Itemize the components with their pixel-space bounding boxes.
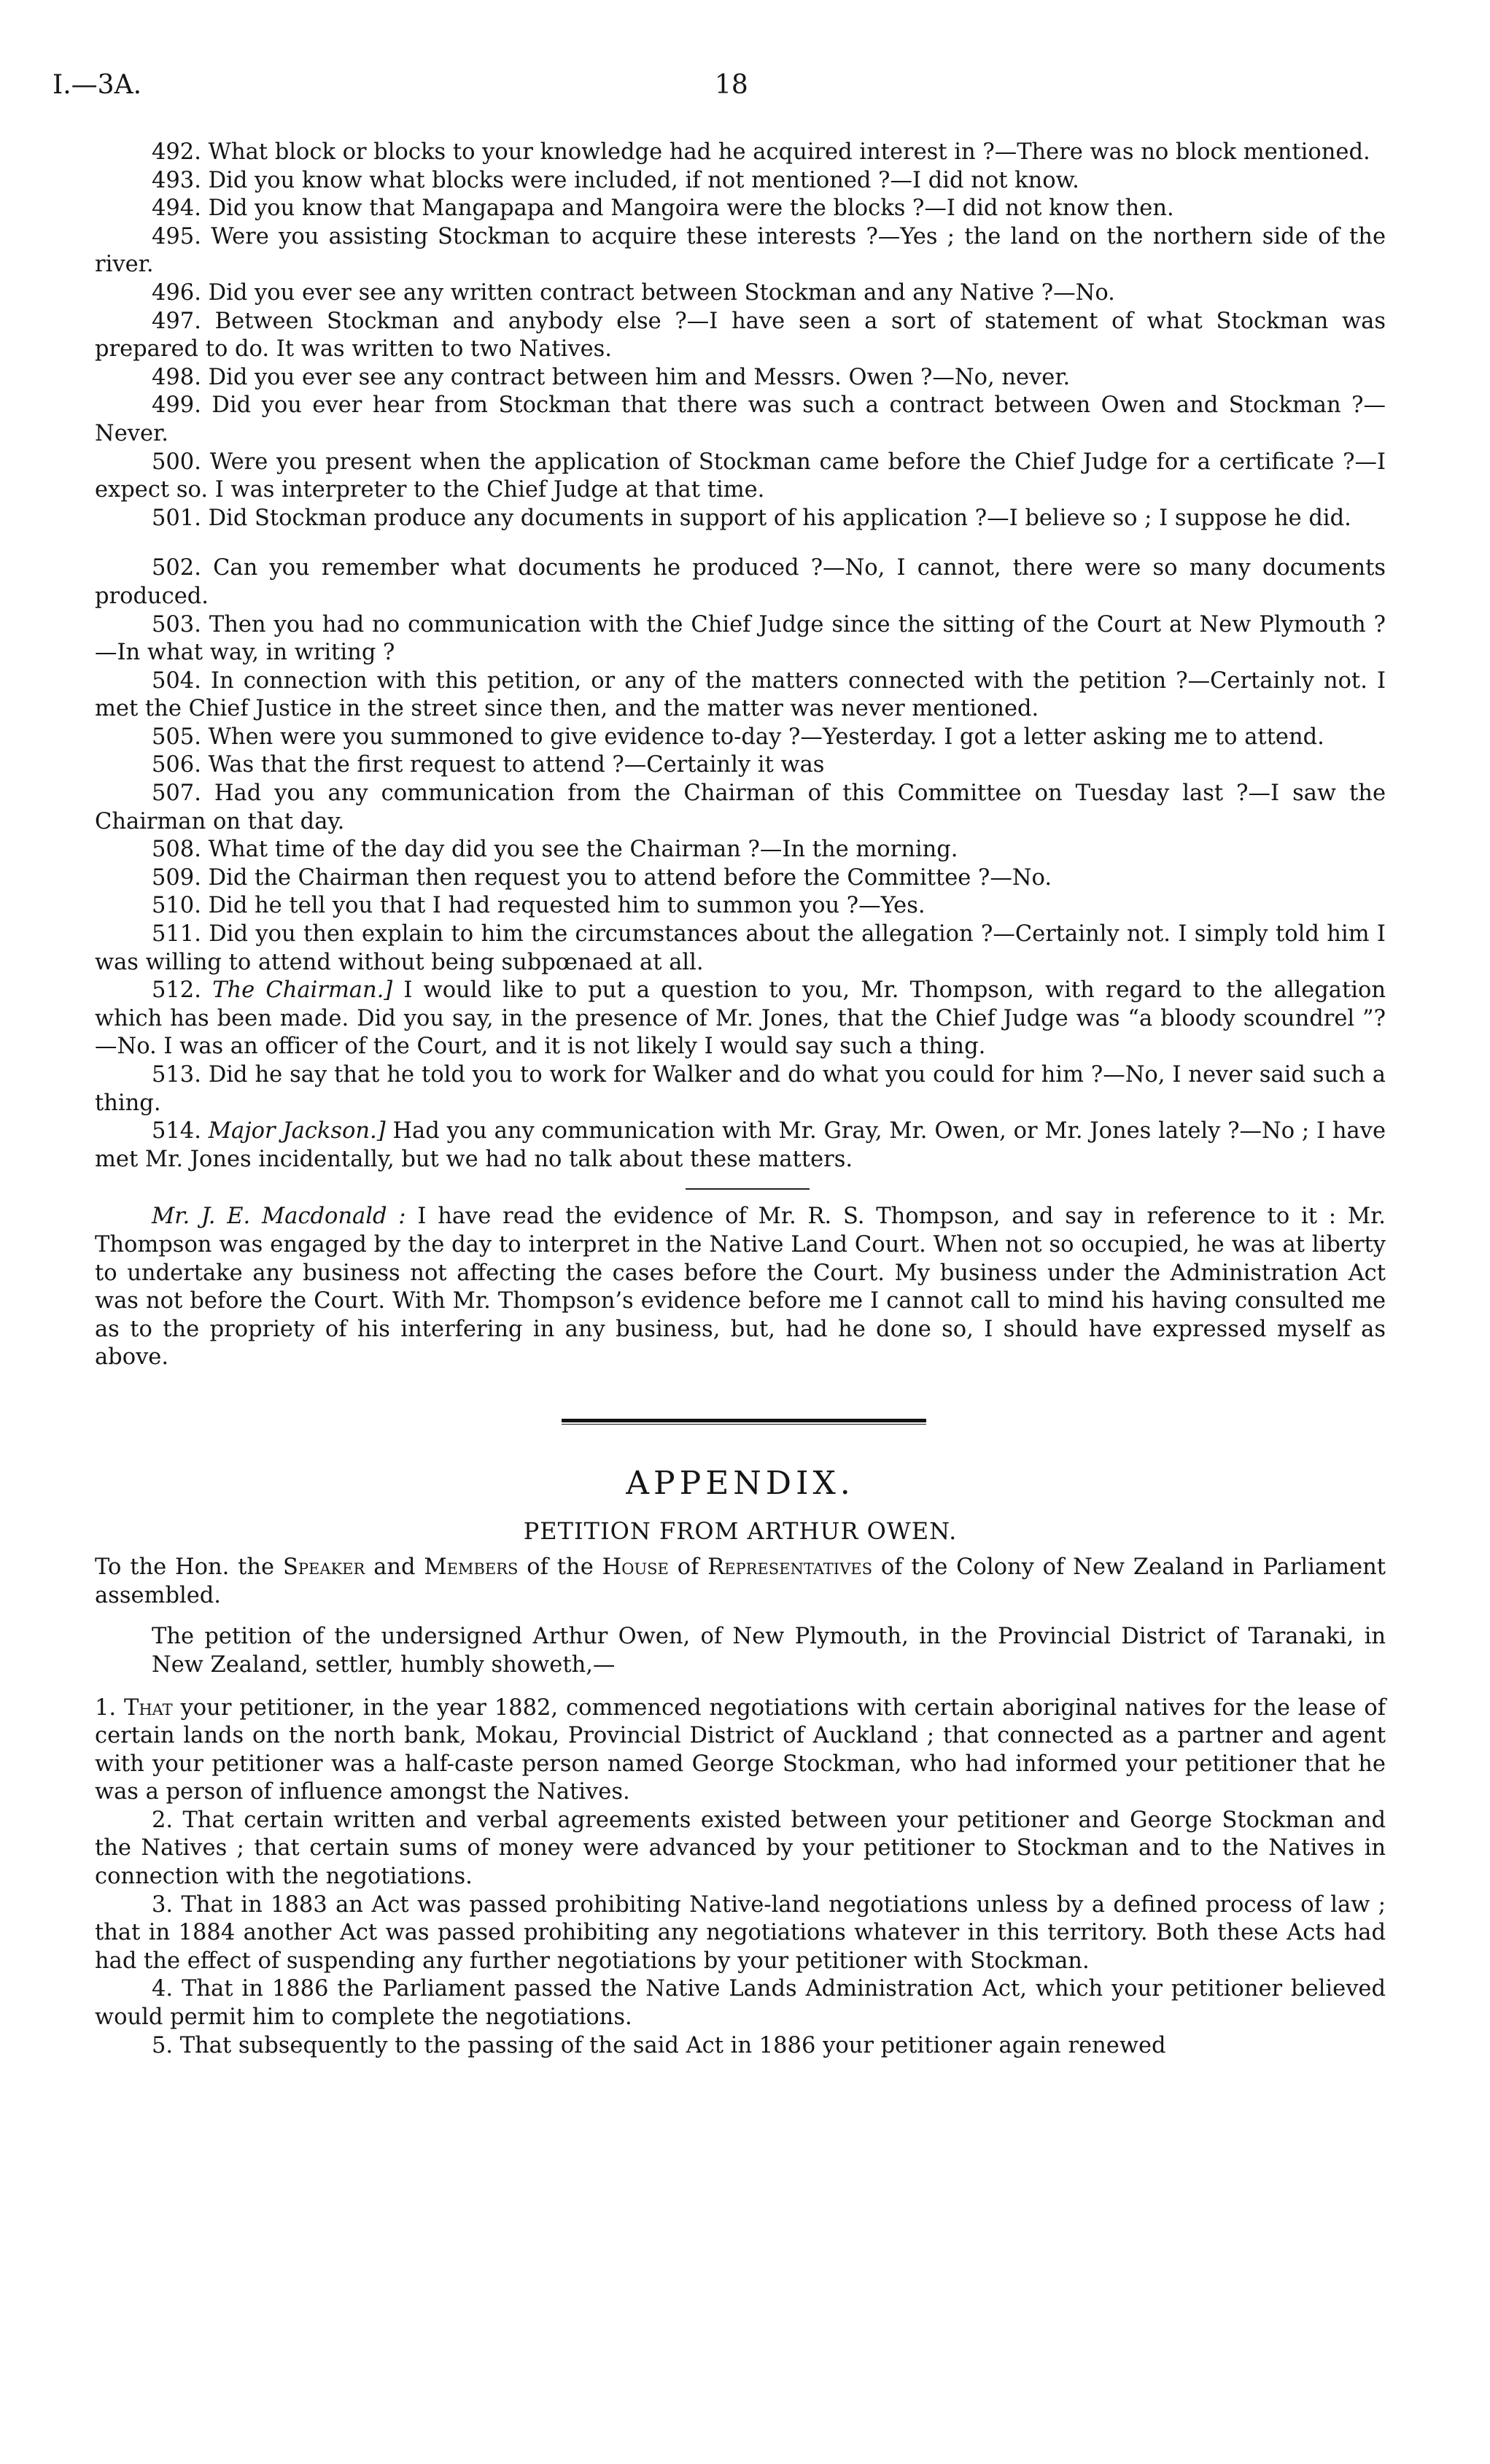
statement-text: I have read the evidence of Mr. R. S. Thompson, and say in reference to it : Mr. Thompson was engaged by the day to interpret in the Native Land Court. When not so occupied, he was at liberty to undertake any business not affecting the cases before the Court. My business under the Administration Act was not before the Court. With Mr. Thompson’s evidence before me I cannot call to mind his having consulted me as to the propriety of his interfering in any business, but, had he done so, I should have expressed myself as above. [95, 1204, 1386, 1371]
evidence-paragraph: 510. Did he tell you that I had requested him to summon you ?—Yes. [152, 893, 926, 919]
evidence-paragraph: 498. Did you ever see any contract between him and Messrs. Owen ?—No, never. [152, 364, 1071, 390]
evidence-paragraph: 501. Did Stockman produce any documents in support of his application ?—I believe so ; I suppose he did. [152, 505, 1351, 531]
paragraph-gap [95, 532, 1386, 554]
document-reference: I.—3A. [53, 70, 142, 100]
address-text: and [373, 1554, 416, 1581]
petition-preamble [95, 1623, 1386, 1679]
macdonald-statement [95, 1203, 1386, 1372]
evidence-paragraph: 502. Can you remember what documents he produced ?—No, I cannot, there were so many documents produced. [95, 555, 1386, 609]
evidence-paragraph: 495. Were you assisting Stockman to acquire these interests ?—Yes ; the land on the northern side of the river. [95, 223, 1386, 278]
evidence-paragraph: 499. Did you ever hear from Stockman that there was such a contract between Owen and Stockman ?—Never. [95, 392, 1386, 446]
petition-address [95, 1554, 1386, 1610]
evidence-paragraph: 505. When were you summoned to give evidence to-day ?—Yesterday. I got a letter asking me to attend. [152, 724, 1324, 750]
address-text: of [677, 1554, 699, 1581]
page-header [53, 70, 1431, 114]
evidence-paragraph: 509. Did the Chairman then request you to attend before the Committee ?—No. [152, 864, 1052, 891]
evidence-paragraph: 500. Were you present when the application of Stockman came before the Chief Judge for a certificate ?—I expect so. I was interpreter to the Chief Judge at that time. [95, 449, 1386, 503]
question-text: I would like to put a question to you, Mr. Thompson, with regard to the allegation which has been made. Did you say, in the presence of Mr. Jones, that the Chief Judge was “a bloody scoundrel ”?—No. I was an officer of the Court, and it is not likely I would say such a thing. [95, 977, 1386, 1060]
speaker-name: The Chairman.] [212, 977, 393, 1004]
petition-paragraph: 5. That subsequently to the passing of the said Act in 1886 your petitioner again renewed [152, 2032, 1166, 2058]
question-number: 514. [152, 1118, 201, 1144]
evidence-paragraph-514 [95, 1117, 1386, 1174]
address-text: To the Hon. the [95, 1554, 275, 1581]
page-number: 18 [715, 70, 748, 100]
evidence-paragraph: 494. Did you know that Mangapapa and Mangoira were the blocks ?—I did not know then. [152, 195, 1174, 222]
petition-paragraph-1 [95, 1694, 1386, 1807]
address-speaker: Speaker [282, 1554, 365, 1581]
page-body [95, 139, 1386, 2060]
petition-paragraph: 2. That certain written and verbal agreements existed between your petitioner and George Stockman and the Natives ; that certain sums of money were advanced by your petitioner to Stockman and to the Natives in connection with the negotiations. [95, 1807, 1386, 1890]
address-members: Members [424, 1554, 519, 1581]
evidence-paragraph: 508. What time of the day did you see the Chairman ?—In the morning. [152, 837, 958, 863]
evidence-paragraph: 504. In connection with this petition, or any of the matters connected with the petition ?—Certainly not. I met the Chief Justice in the street since then, and the matter was never mentioned. [95, 667, 1386, 722]
evidence-paragraph: 513. Did he say that he told you to work for Walker and do what you could for him ?—No, I never said such a thing. [95, 1062, 1386, 1116]
petition-paragraph: 3. That in 1883 an Act was passed prohibiting Native-land negotiations unless by a defined process of law ; that in 1884 another Act was passed prohibiting any negotiations whatever in this territory. Both these Acts had had the effect of suspending any further negotiations by your petitioner with Stockman. [95, 1891, 1386, 1974]
evidence-paragraph: 503. Then you had no communication with the Chief Judge since the sitting of the Court at New Plymouth ?—In what way, in writing ? [95, 611, 1386, 666]
evidence-paragraph-512 [95, 977, 1386, 1061]
evidence-paragraph: 496. Did you ever see any written contract between Stockman and any Native ?—No. [152, 279, 1115, 306]
evidence-paragraph: 497. Between Stockman and anybody else ?—I have seen a sort of statement of what Stockman was prepared to do. It was written to two Natives. [95, 308, 1386, 363]
evidence-paragraph: 507. Had you any communication from the Chairman of this Committee on Tuesday last ?—I saw the Chairman on that day. [95, 780, 1386, 834]
evidence-paragraph: 506. Was that the first request to attend ?—Certainly it was [152, 752, 825, 778]
petition-title: PETITION FROM ARTHUR OWEN. [523, 1516, 958, 1545]
preamble-text: The petition of the undersigned Arthur Owen, of New Plymouth, in the Provincial District of Taranaki, in New Zealand, settler, humbly showeth,— [152, 1624, 1386, 1678]
paragraph-text: your petitioner, in the year 1882, commenced negotiations with certain aboriginal natives for the lease of certain lands on the north bank, Mokau, Provincial District of Auckland ; that connected as a partner and agent with your petitioner was a half-caste person named George Stockman, who had informed your petitioner that he was a person of influence amongst the Natives. [95, 1694, 1386, 1805]
question-number: 512. [152, 977, 201, 1004]
address-representatives: Representatives [707, 1554, 872, 1581]
evidence-paragraph: 493. Did you know what blocks were included, if not mentioned ?—I did not know. [152, 167, 1079, 193]
appendix-divider [562, 1419, 926, 1425]
evidence-block-2 [95, 554, 1386, 1174]
address-text: of the [527, 1554, 594, 1581]
question-text: Had you any communication with Mr. Gray, Mr. Owen, or Mr. Jones lately ?—No ; I have met Mr. Jones incidentally, but we had no talk about these matters. [95, 1118, 1386, 1172]
evidence-paragraph: 511. Did you then explain to him the circumstances about the allegation ?—Certainly not. I simply told him I was willing to attend without being subpœnaed at all. [95, 921, 1386, 975]
address-text: of the Colony of New Zealand in Parliament assembled. [95, 1554, 1386, 1608]
section-divider [686, 1188, 810, 1190]
evidence-paragraph: 492. What block or blocks to your knowledge had he acquired interest in ?—There was no block mentioned. [152, 139, 1370, 165]
appendix-title: APPENDIX. [626, 1464, 855, 1502]
address-house: House [602, 1554, 669, 1581]
speaker-name: Mr. J. E. Macdonald : [152, 1204, 406, 1230]
speaker-name: Major Jackson.] [208, 1118, 386, 1144]
evidence-block-1 [95, 139, 1386, 532]
paragraph-lead: 1. That [95, 1694, 173, 1721]
petition-paragraph: 4. That in 1886 the Parliament passed the Native Lands Administration Act, which your petitioner believed would permit him to complete the negotiations. [95, 1976, 1386, 2031]
